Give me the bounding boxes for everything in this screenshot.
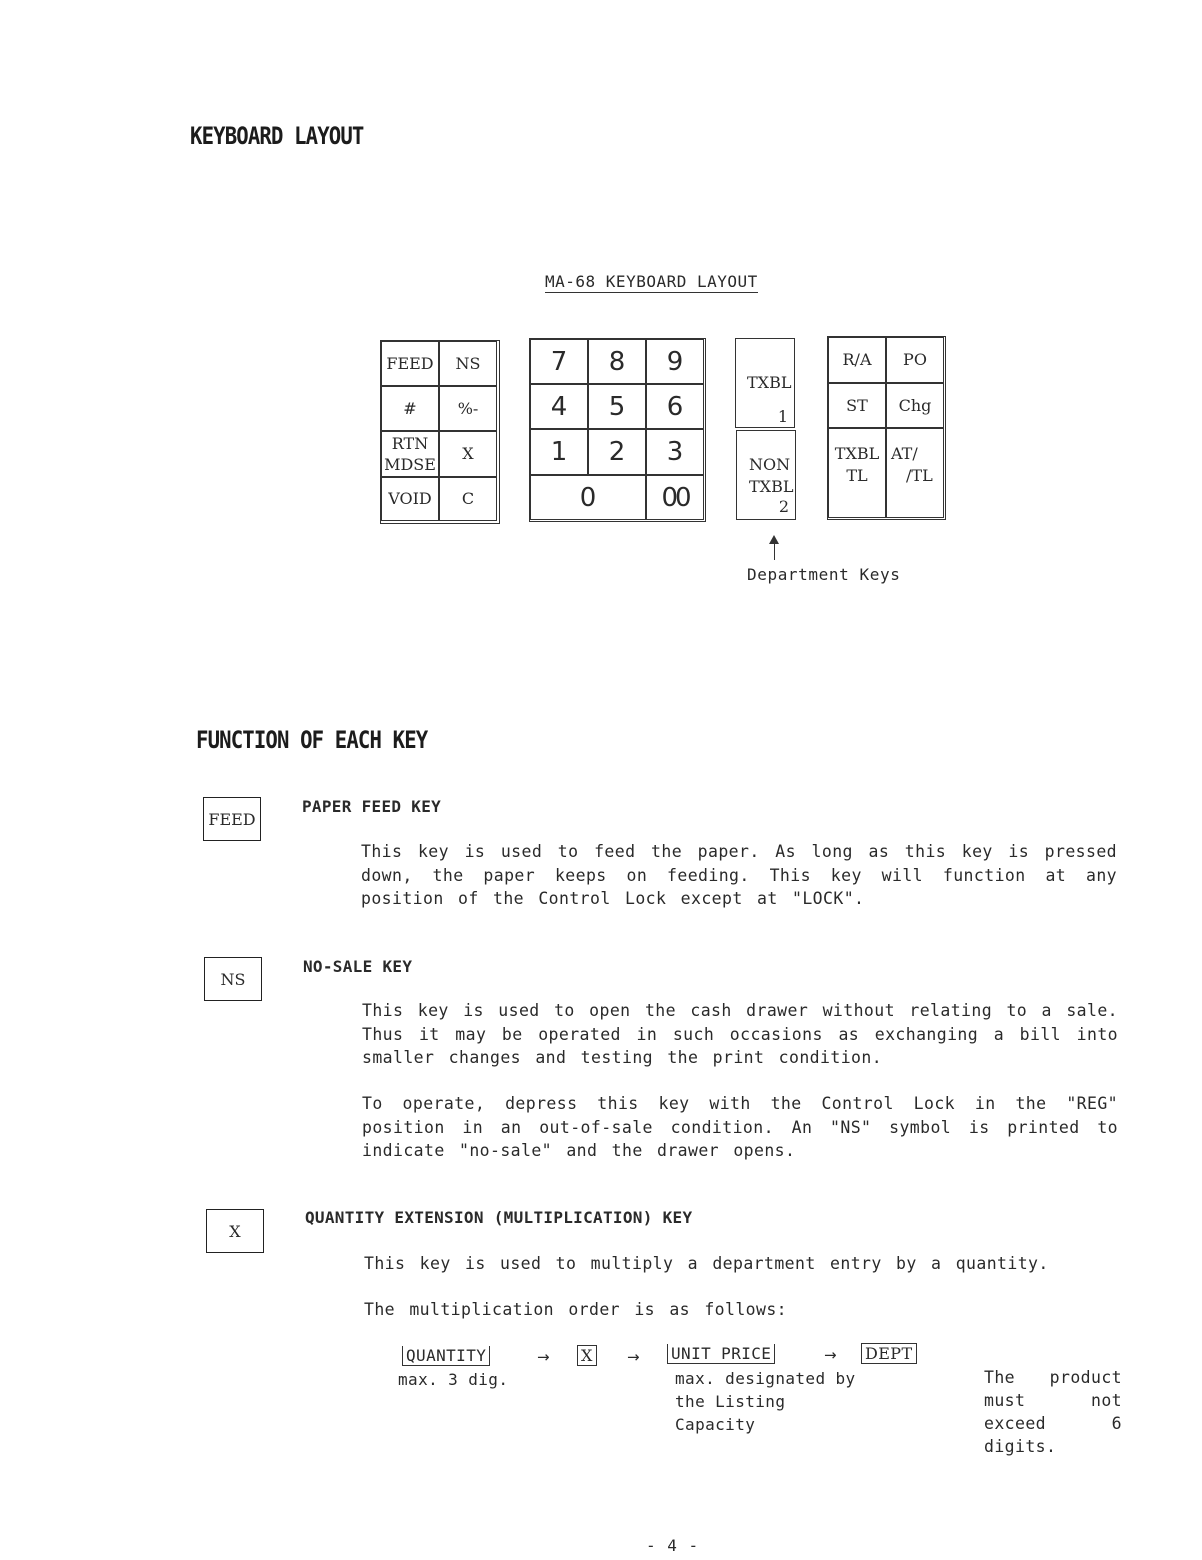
numeric-key-block: [529, 338, 706, 522]
key-at-tl[interactable]: [886, 428, 944, 518]
key-st[interactable]: ST: [828, 383, 886, 428]
feed-key-description: This key is used to feed the paper. As long as this key is pressed down, the paper keeps on feeding. This key will function at any position of the Control Lock except at "LOCK".: [361, 842, 1117, 908]
key-00[interactable]: 00: [646, 475, 704, 520]
key-8[interactable]: 8: [588, 339, 646, 384]
key-x[interactable]: X: [439, 431, 497, 477]
key-txbl-tl[interactable]: TXBL TL: [828, 428, 886, 518]
feed-keycap: FEED: [203, 797, 261, 841]
dept-key-1-label: TXBL: [747, 373, 792, 392]
function-heading: FUNCTION OF EACH KEY: [196, 726, 428, 754]
x-key-title: QUANTITY EXTENSION (MULTIPLICATION) KEY: [305, 1208, 693, 1227]
key-chg[interactable]: Chg: [886, 383, 944, 428]
key-at-tl-top: AT/: [891, 444, 918, 463]
key-1[interactable]: 1: [530, 429, 588, 475]
right-key-block: [827, 336, 946, 520]
dept-key-2[interactable]: [736, 430, 796, 520]
x-key-description-2: The multiplication order is as follows:: [364, 1300, 788, 1319]
key-percent-minus[interactable]: %-: [439, 386, 497, 431]
key-feed[interactable]: FEED: [381, 341, 439, 386]
unit-price-note: max. designated by the Listing Capacity: [675, 1369, 856, 1434]
key-4[interactable]: 4: [530, 384, 588, 429]
dept-key-1[interactable]: [735, 338, 795, 428]
key-ns[interactable]: NS: [439, 341, 497, 386]
key-void[interactable]: VOID: [381, 477, 439, 521]
key-2[interactable]: 2: [588, 429, 646, 475]
key-rtn-mdse[interactable]: RTN MDSE: [381, 431, 439, 477]
diagram-title: MA-68 KEYBOARD LAYOUT: [545, 272, 758, 291]
key-hash[interactable]: #: [381, 386, 439, 431]
keyboard-layout-heading: KEYBOARD LAYOUT: [190, 122, 364, 150]
arrow-up-icon: [769, 535, 779, 544]
key-c[interactable]: C: [439, 477, 497, 521]
ns-key-title: NO-SALE KEY: [303, 957, 413, 976]
key-5[interactable]: 5: [588, 384, 646, 429]
key-6[interactable]: 6: [646, 384, 704, 429]
arrow-right-icon: →: [537, 1348, 550, 1366]
arrow-right-icon: →: [627, 1348, 640, 1366]
key-at-tl-bottom: /TL: [906, 466, 933, 485]
dept-pointer-label: Department Keys: [747, 565, 901, 584]
ns-key-description-1: This key is used to open the cash drawer without relating to a sale. Thus it may be operated in such occasions as exchanging a bill into smaller changes and testing the print condition.: [362, 1001, 1118, 1067]
key-0[interactable]: 0: [530, 475, 646, 520]
key-po[interactable]: PO: [886, 337, 944, 383]
unit-price-entry-box: UNIT PRICE: [667, 1344, 775, 1364]
x-keycap: X: [206, 1209, 264, 1253]
ns-keycap: NS: [204, 957, 262, 1001]
feed-key-title: PAPER FEED KEY: [302, 797, 442, 816]
key-3[interactable]: 3: [646, 429, 704, 475]
ns-key-description-2: To operate, depress this key with the Control Lock in the "REG" position in an out-of-sale condition. An "NS" symbol is printed to indicate "no-sale" and the drawer opens.: [362, 1094, 1118, 1160]
x-key-description-1: This key is used to multiply a department entry by a quantity.: [364, 1254, 1049, 1273]
page-number: - 4 -: [646, 1536, 700, 1555]
product-note: The product must not exceed 6 digits.: [984, 1368, 1122, 1456]
left-key-block: [380, 340, 500, 524]
quantity-note: max. 3 dig.: [398, 1370, 509, 1389]
dept-key-box: DEPT: [861, 1343, 917, 1364]
dept-key-2-number: 2: [778, 497, 789, 516]
dept-key-2-label: NON TXBL: [749, 455, 794, 496]
quantity-entry-box: QUANTITY: [402, 1346, 490, 1366]
x-key-box: X: [577, 1345, 597, 1366]
key-7[interactable]: 7: [530, 339, 588, 384]
dept-key-1-number: 1: [777, 407, 788, 426]
arrow-right-icon: →: [824, 1346, 837, 1364]
key-ra[interactable]: R/A: [828, 337, 886, 383]
key-9[interactable]: 9: [646, 339, 704, 384]
